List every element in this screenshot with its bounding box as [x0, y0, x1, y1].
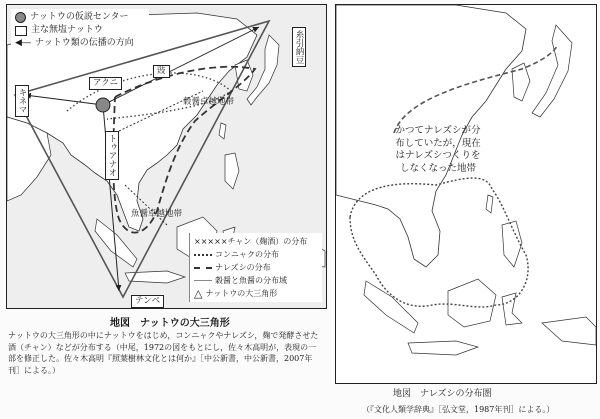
- label-koshou: 穀醤卓越地帯: [183, 97, 235, 107]
- legend-center-row: [15, 11, 145, 24]
- left-map-description: ナットウの大三角形の中にナットウをはじめ，コンニャクやナレズシ，麹で発酵させた酒（チャン）などが分布する（中尾，1972の図をもとにし，佐々木高明が，表現の一部を修正した。佐々木高明『照葉樹林文化とは何か』［中公新書，中公新書，2007年刊］による。）: [8, 331, 319, 375]
- legend-chan-label: ×××××チャン（麹酒）の分布: [194, 237, 308, 246]
- legend-narezushi-label: ナレズシの分布: [215, 263, 271, 272]
- legend-konnyaku-label: コンニャクの分布: [215, 250, 279, 259]
- legend-bottom: [189, 233, 322, 302]
- thin-line-icon: [194, 280, 212, 281]
- label-tempeh: テンペ: [131, 295, 164, 308]
- label-kinema: キネマ: [15, 85, 29, 117]
- legend-natto-row: [15, 24, 145, 37]
- legend-narezushi-row: [194, 261, 318, 274]
- natto-triangle-map: [6, 4, 327, 309]
- legend-direction-label: ナットウ類の伝播の方向: [34, 38, 134, 48]
- left-map-caption: 地図 ナットウの大三角形: [110, 318, 230, 329]
- dashed-line-icon: [194, 267, 212, 269]
- legend-boundary-label: 穀醤と魚醤の分布域: [215, 276, 287, 285]
- former-distribution-note: かつてナレズシが分布していたが，現在はナレズシつくりをしなくなった地帯: [395, 125, 481, 174]
- right-map-caption: 地図 ナレズシの分布圏: [393, 389, 492, 399]
- label-akuni: アクニ: [89, 77, 122, 90]
- legend-center-label: ナットウの仮説センター: [30, 12, 129, 22]
- legend-triangle-label: ナットウの大三角形: [205, 289, 278, 298]
- dotted-line-icon: [194, 254, 212, 256]
- legend-konnyaku-row: [194, 248, 318, 261]
- narezushi-distribution-map: [335, 4, 597, 384]
- box-icon: [15, 26, 27, 36]
- legend-boundary-row: [194, 274, 318, 287]
- center-icon: [15, 12, 26, 23]
- legend-direction-row: [15, 37, 145, 50]
- right-map-source: （『文化人類学辞典』［弘文堂，1987年刊］による。）: [362, 405, 555, 414]
- legend-chan-row: [194, 235, 318, 248]
- label-gyoshou: 魚醤卓越地帯: [131, 209, 183, 219]
- legend-natto-label: 主な無塩ナットウ: [31, 25, 103, 35]
- right-map-drawing: [336, 5, 596, 383]
- legend-triangle-row: [194, 287, 318, 300]
- triangle-icon: △: [194, 286, 203, 300]
- legend-top: [11, 9, 149, 52]
- label-tuanao: トゥアナオ: [105, 131, 119, 180]
- arrow-icon: ◀―: [15, 38, 31, 48]
- label-chi: 豉: [153, 65, 170, 78]
- label-itohiki: 糸引納豆: [292, 27, 306, 67]
